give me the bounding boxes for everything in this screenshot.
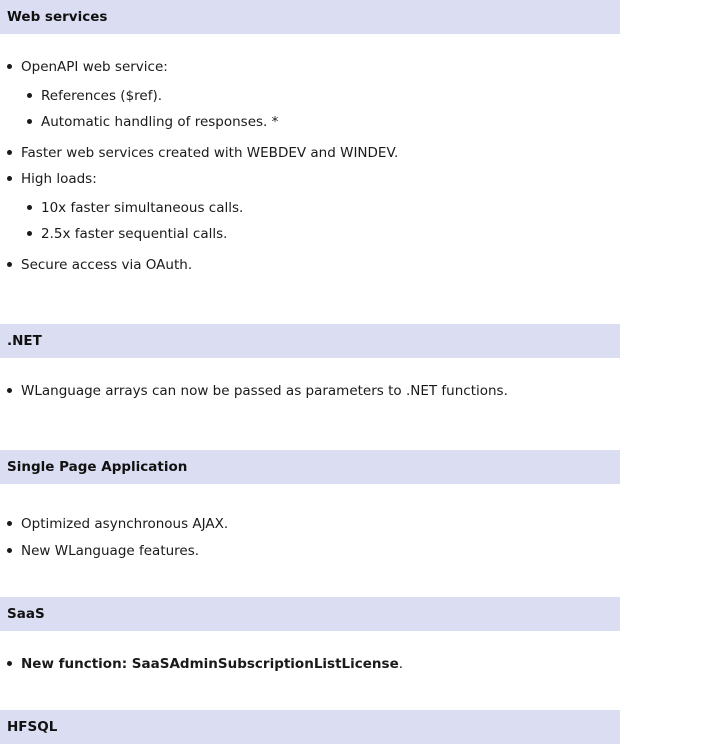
list-item-text: Optimized asynchronous AJAX. [21, 516, 229, 532]
section-title: Web services [7, 9, 108, 25]
bullet-icon [7, 64, 12, 69]
list-item [0, 515, 620, 533]
list-item-text: New WLanguage features. [21, 543, 200, 559]
bullet-icon [7, 388, 12, 393]
list-item [0, 170, 620, 188]
list-item [0, 87, 620, 105]
bullet-icon [7, 521, 12, 526]
bullet-icon [7, 262, 12, 267]
section-header-web-services [0, 0, 620, 34]
section-header-dotnet [0, 324, 620, 358]
list-item [0, 144, 620, 162]
list-item-text: 10x faster simultaneous calls. [41, 200, 244, 216]
list-item [0, 113, 620, 131]
section-title: .NET [7, 333, 42, 349]
section-header-hfsql [0, 710, 620, 744]
bullet-icon [7, 176, 12, 181]
list-item-text: 2.5x faster sequential calls. [41, 226, 228, 242]
bullet-icon [7, 548, 12, 553]
list-item-text: OpenAPI web service: [21, 59, 168, 75]
section-title: SaaS [7, 606, 45, 622]
bullet-icon [7, 150, 12, 155]
section-title: HFSQL [7, 719, 58, 735]
list-item [0, 256, 620, 274]
bullet-icon [27, 205, 32, 210]
list-item-text: References ($ref). [41, 88, 163, 104]
list-item [0, 199, 620, 217]
list-item-text: Secure access via OAuth. [21, 257, 193, 273]
section-title: Single Page Application [7, 459, 188, 475]
bullet-icon [27, 93, 32, 98]
list-item [0, 542, 620, 560]
list-item-text: High loads: [21, 171, 97, 187]
list-item [0, 655, 620, 673]
list-item [0, 58, 620, 76]
list-item [0, 382, 620, 400]
new-function-link[interactable]: New function: SaaSAdminSubscriptionListLicense [21, 656, 399, 672]
list-item-text: Faster web services created with WEBDEV and WINDEV. [21, 145, 399, 161]
list-item-text: WLanguage arrays can now be passed as parameters to .NET functions. [21, 383, 508, 399]
list-item-text: Automatic handling of responses. * [41, 114, 279, 130]
bullet-icon [7, 661, 12, 666]
section-header-single-page-application [0, 450, 620, 484]
bullet-icon [27, 231, 32, 236]
list-item [0, 225, 620, 243]
trailing-period: . [398, 656, 404, 672]
bullet-icon [27, 119, 32, 124]
list-item-text [21, 655, 403, 673]
section-header-saas [0, 597, 620, 631]
